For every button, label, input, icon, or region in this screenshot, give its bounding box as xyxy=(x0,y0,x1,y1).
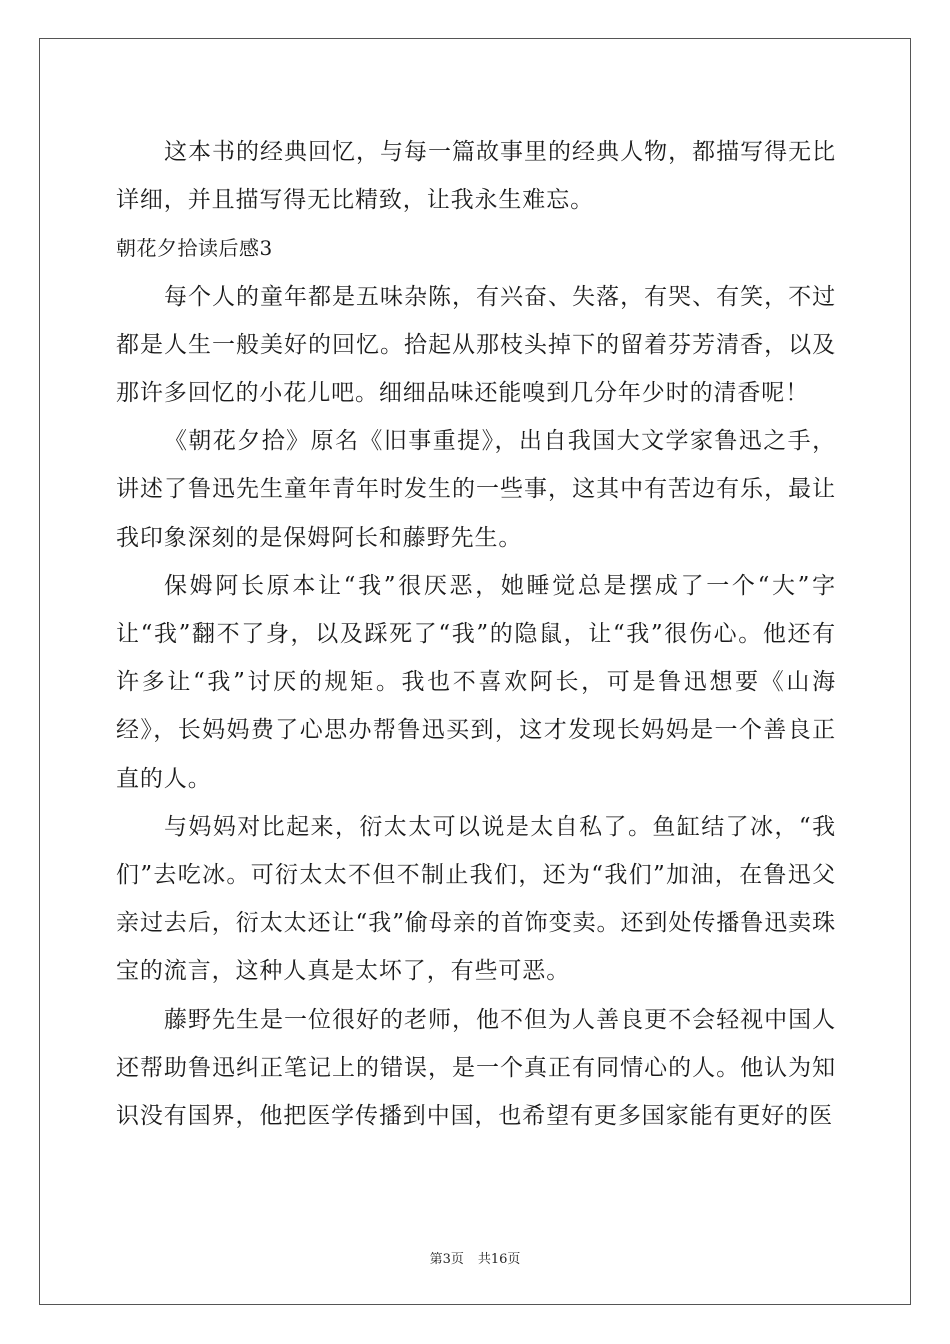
paragraph-5: 与妈妈对比起来，衍太太可以说是太自私了。鱼缸结了冰，“我们”去吃冰。可衍太太不但不制止我们，还为“我们”加油，在鲁迅父亲过去后，衍太太还让“我”偷母亲的首饰变卖。还到处传播鲁迅卖珠宝的流言，这种人真是太坏了，有些可恶。 xyxy=(116,813,836,985)
paragraph-1: 这本书的经典回忆，与每一篇故事里的经典人物，都描写得无比详细，并且描写得无比精致，让我永生难忘。 xyxy=(116,139,836,214)
paragraph-2: 每个人的童年都是五味杂陈，有兴奋、失落，有哭、有笑，不过都是人生一般美好的回忆。拾起从那枝头掉下的留着芬芳清香，以及那许多回忆的小花儿吧。细细品味还能嗅到几分年少时的清香呢！ xyxy=(116,283,836,407)
paragraph-3: 《朝花夕拾》原名《旧事重提》，出自我国大文学家鲁迅之手，讲述了鲁迅先生童年青年时发生的一些事，这其中有苦边有乐，最让我印象深刻的是保姆阿长和藤野先生。 xyxy=(116,428,836,551)
paragraph-4: 保姆阿长原本让“我”很厌恶，她睡觉总是摆成了一个“大”字让“我”翻不了身，以及踩死了“我”的隐鼠，让“我”很伤心。他还有许多让“我”讨厌的规矩。我也不喜欢阿长，可是鲁迅想要《山海经》，长妈妈费了心思办帮鲁迅买到，这才发现长妈妈是一个善良正直的人。 xyxy=(116,572,836,792)
page-footer xyxy=(0,1248,950,1267)
paragraph-6: 藤野先生是一位很好的老师，他不但为人善良更不会轻视中国人还帮助鲁迅纠正笔记上的错误，是一个真正有同情心的人。他认为知识没有国界，他把医学传播到中国，也希望有更多国家能有更好的医 xyxy=(116,1006,836,1130)
section-heading: 朝花夕拾读后感3 xyxy=(116,236,273,261)
document-body xyxy=(116,128,836,1140)
current-page-label: 第3页 xyxy=(429,1252,464,1267)
total-pages-label: 共16页 xyxy=(477,1252,521,1267)
